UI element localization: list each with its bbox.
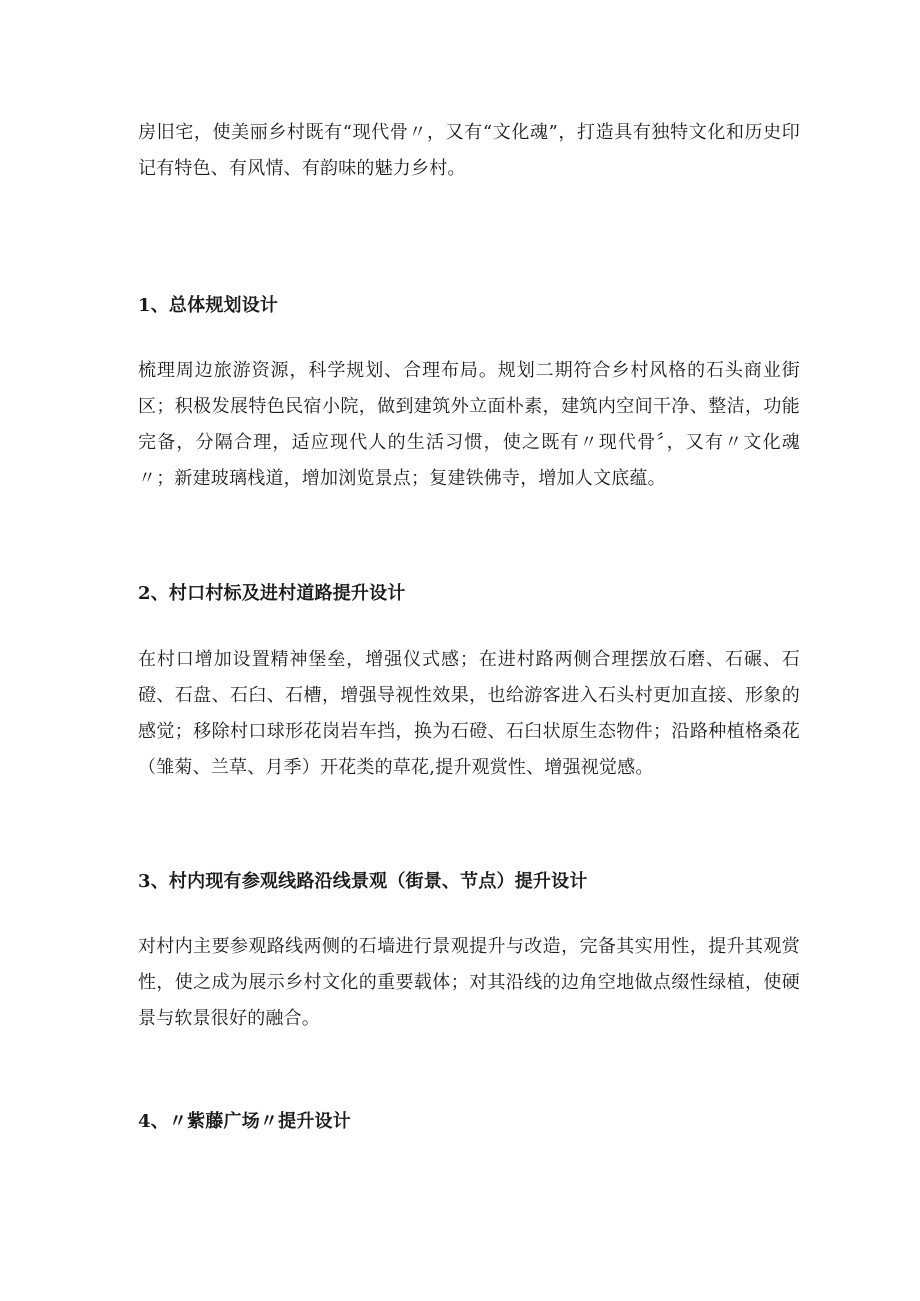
section-body-3: 对村内主要参观路线两侧的石墙进行景观提升与改造，完备其实用性，提升其观赏性，使之成为展示乡村文化的重要载体；对其沿线的边角空地做点缀性绿植，使硬景与软景很好的融合。	[138, 936, 800, 1029]
section-body-1: 梳理周边旅游资源，科学规划、合理布局。规划二期符合乡村风格的石头商业街区；积极发展特色民宿小院，做到建筑外立面朴素，建筑内空间干净、整洁，功能完备，分隔合理，适应现代人的生活习惯，使之既有〃现代骨〞，又有〃文化魂〃；新建玻璃栈道，增加浏览景点；复建铁佛寺，增加人文底蕴。	[138, 360, 800, 489]
intro-paragraph: 房旧宅，使美丽乡村既有“现代骨〃，又有“文化魂”，打造具有独特文化和历史印记有特色、有风情、有韵味的魅力乡村。	[138, 122, 800, 179]
section-body-2: 在村口增加设置精神堡垒，增强仪式感；在进村路两侧合理摆放石磨、石碾、石磴、石盘、石臼、石槽，增强导视性效果，也给游客进入石头村更加直接、形象的感觉；移除村口球形花岗岩车挡，换为石磴、石臼状原生态物件；沿路种植格桑花（雏菊、兰草、月季）开花类的草花,提升观赏性、增强视觉感。	[138, 649, 800, 778]
section-heading-3: 3、村内现有参观线路沿线景观（街景、节点）提升设计	[138, 871, 588, 892]
section-heading-1: 1、总体规划设计	[138, 295, 279, 316]
section-heading-2: 2、村口村标及进村道路提升设计	[138, 583, 406, 604]
section-heading-4: 4、〃紫藤广场〃提升设计	[138, 1111, 351, 1132]
